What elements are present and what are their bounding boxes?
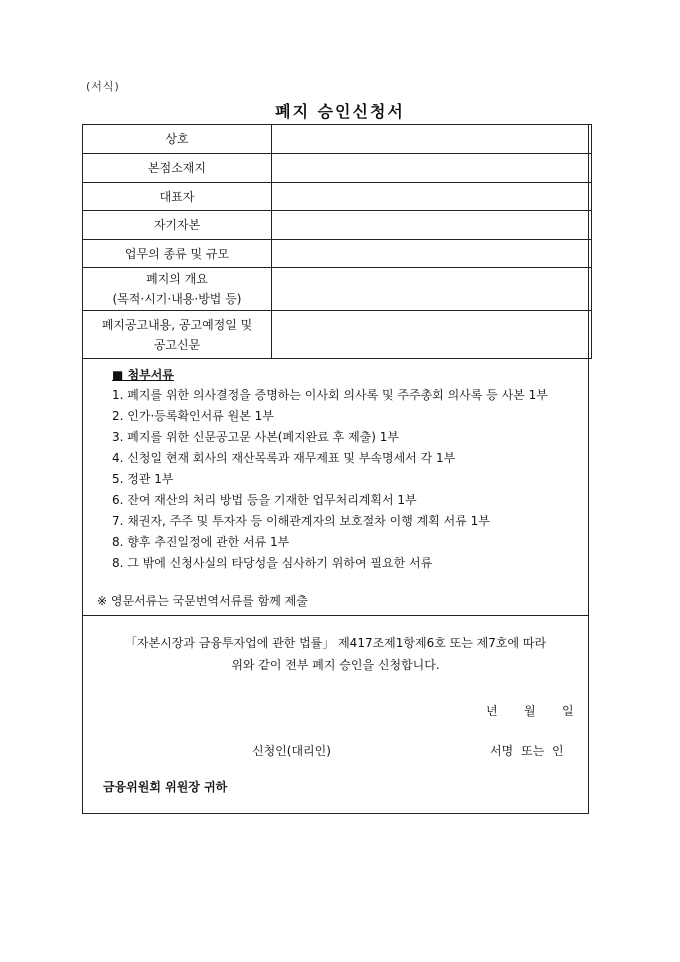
attachment-item: 7. 채권자, 주주 및 투자자 등 이해관계자의 보호절차 이행 계획 서류 1부 [112, 514, 490, 528]
attachment-item: 6. 잔여 재산의 처리 방법 등을 기재한 업무처리계획서 1부 [112, 493, 417, 507]
statement-line: 위와 같이 전부 폐지 승인을 신청합니다. [231, 658, 440, 672]
representative-field[interactable] [272, 183, 592, 211]
attachment-item: 3. 폐지를 위한 신문공고문 사본(폐지완료 후 제출) 1부 [112, 430, 399, 444]
date-month-label: 월 [524, 704, 536, 718]
field-label-line: (목적·시기·내용·방법 등) [112, 292, 242, 306]
business-scope-field[interactable] [272, 240, 592, 268]
attachment-item: 4. 신청일 현재 회사의 재산목록과 재무제표 및 부속명세서 각 1부 [112, 451, 456, 465]
addressee: 금융위원회 위원장 귀하 [103, 780, 228, 794]
application-fields-table [82, 124, 592, 359]
field-label: 대표자 [83, 183, 272, 211]
date-day-label: 일 [562, 704, 574, 718]
field-row-equity-capital [83, 211, 592, 240]
section-divider [82, 615, 589, 616]
field-row-public-notice [83, 311, 592, 359]
attachments-section [112, 366, 548, 574]
translation-note: ※ 영문서류는 국문번역서류를 함께 제출 [97, 594, 308, 608]
field-label-line: 폐지의 개요 [146, 272, 208, 286]
signature-label: 서명 또는 인 [490, 744, 564, 758]
field-label: 상호 [83, 125, 272, 154]
public-notice-field[interactable] [272, 311, 592, 359]
closure-overview-field[interactable] [272, 268, 592, 311]
field-label: 자기자본 [83, 211, 272, 240]
field-label: 업무의 종류 및 규모 [83, 240, 272, 268]
equity-capital-field[interactable] [272, 211, 592, 240]
company-name-field[interactable] [272, 125, 592, 154]
form-number-label: (서식) [86, 80, 120, 93]
field-row-representative [83, 183, 592, 211]
field-label-line: 공고신문 [153, 337, 201, 352]
field-row-closure-overview [83, 268, 592, 311]
page-title: 폐지 승인신청서 [275, 102, 405, 121]
field-label [83, 268, 272, 311]
date-year-label: 년 [486, 704, 498, 718]
field-row-business-scope [83, 240, 592, 268]
attachment-item: 5. 정관 1부 [112, 472, 174, 486]
field-row-company-name [83, 125, 592, 154]
field-row-head-office [83, 154, 592, 183]
attachments-heading: ■ 첨부서류 [112, 368, 174, 382]
statement-line: 「자본시장과 금융투자업에 관한 법률」 제417조제1항제6호 또는 제7호에 따라 [124, 636, 547, 650]
field-label [83, 311, 272, 359]
head-office-field[interactable] [272, 154, 592, 183]
attachments-list [112, 385, 548, 574]
field-label: 본점소재지 [83, 154, 272, 183]
attachment-item: 8. 향후 추진일정에 관한 서류 1부 [112, 535, 290, 549]
attachment-item: 8. 그 밖에 신청사실의 타당성을 심사하기 위하여 필요한 서류 [112, 556, 433, 570]
attachment-item: 1. 폐지를 위한 의사결정을 증명하는 이사회 의사록 및 주주총회 의사록 등 사본 1부 [112, 388, 548, 402]
attachment-item: 2. 인가·등록확인서류 원본 1부 [112, 409, 274, 423]
field-label-line: 폐지공고내용, 공고예정일 및 [101, 317, 253, 332]
applicant-label: 신청인(대리인) [252, 744, 331, 758]
